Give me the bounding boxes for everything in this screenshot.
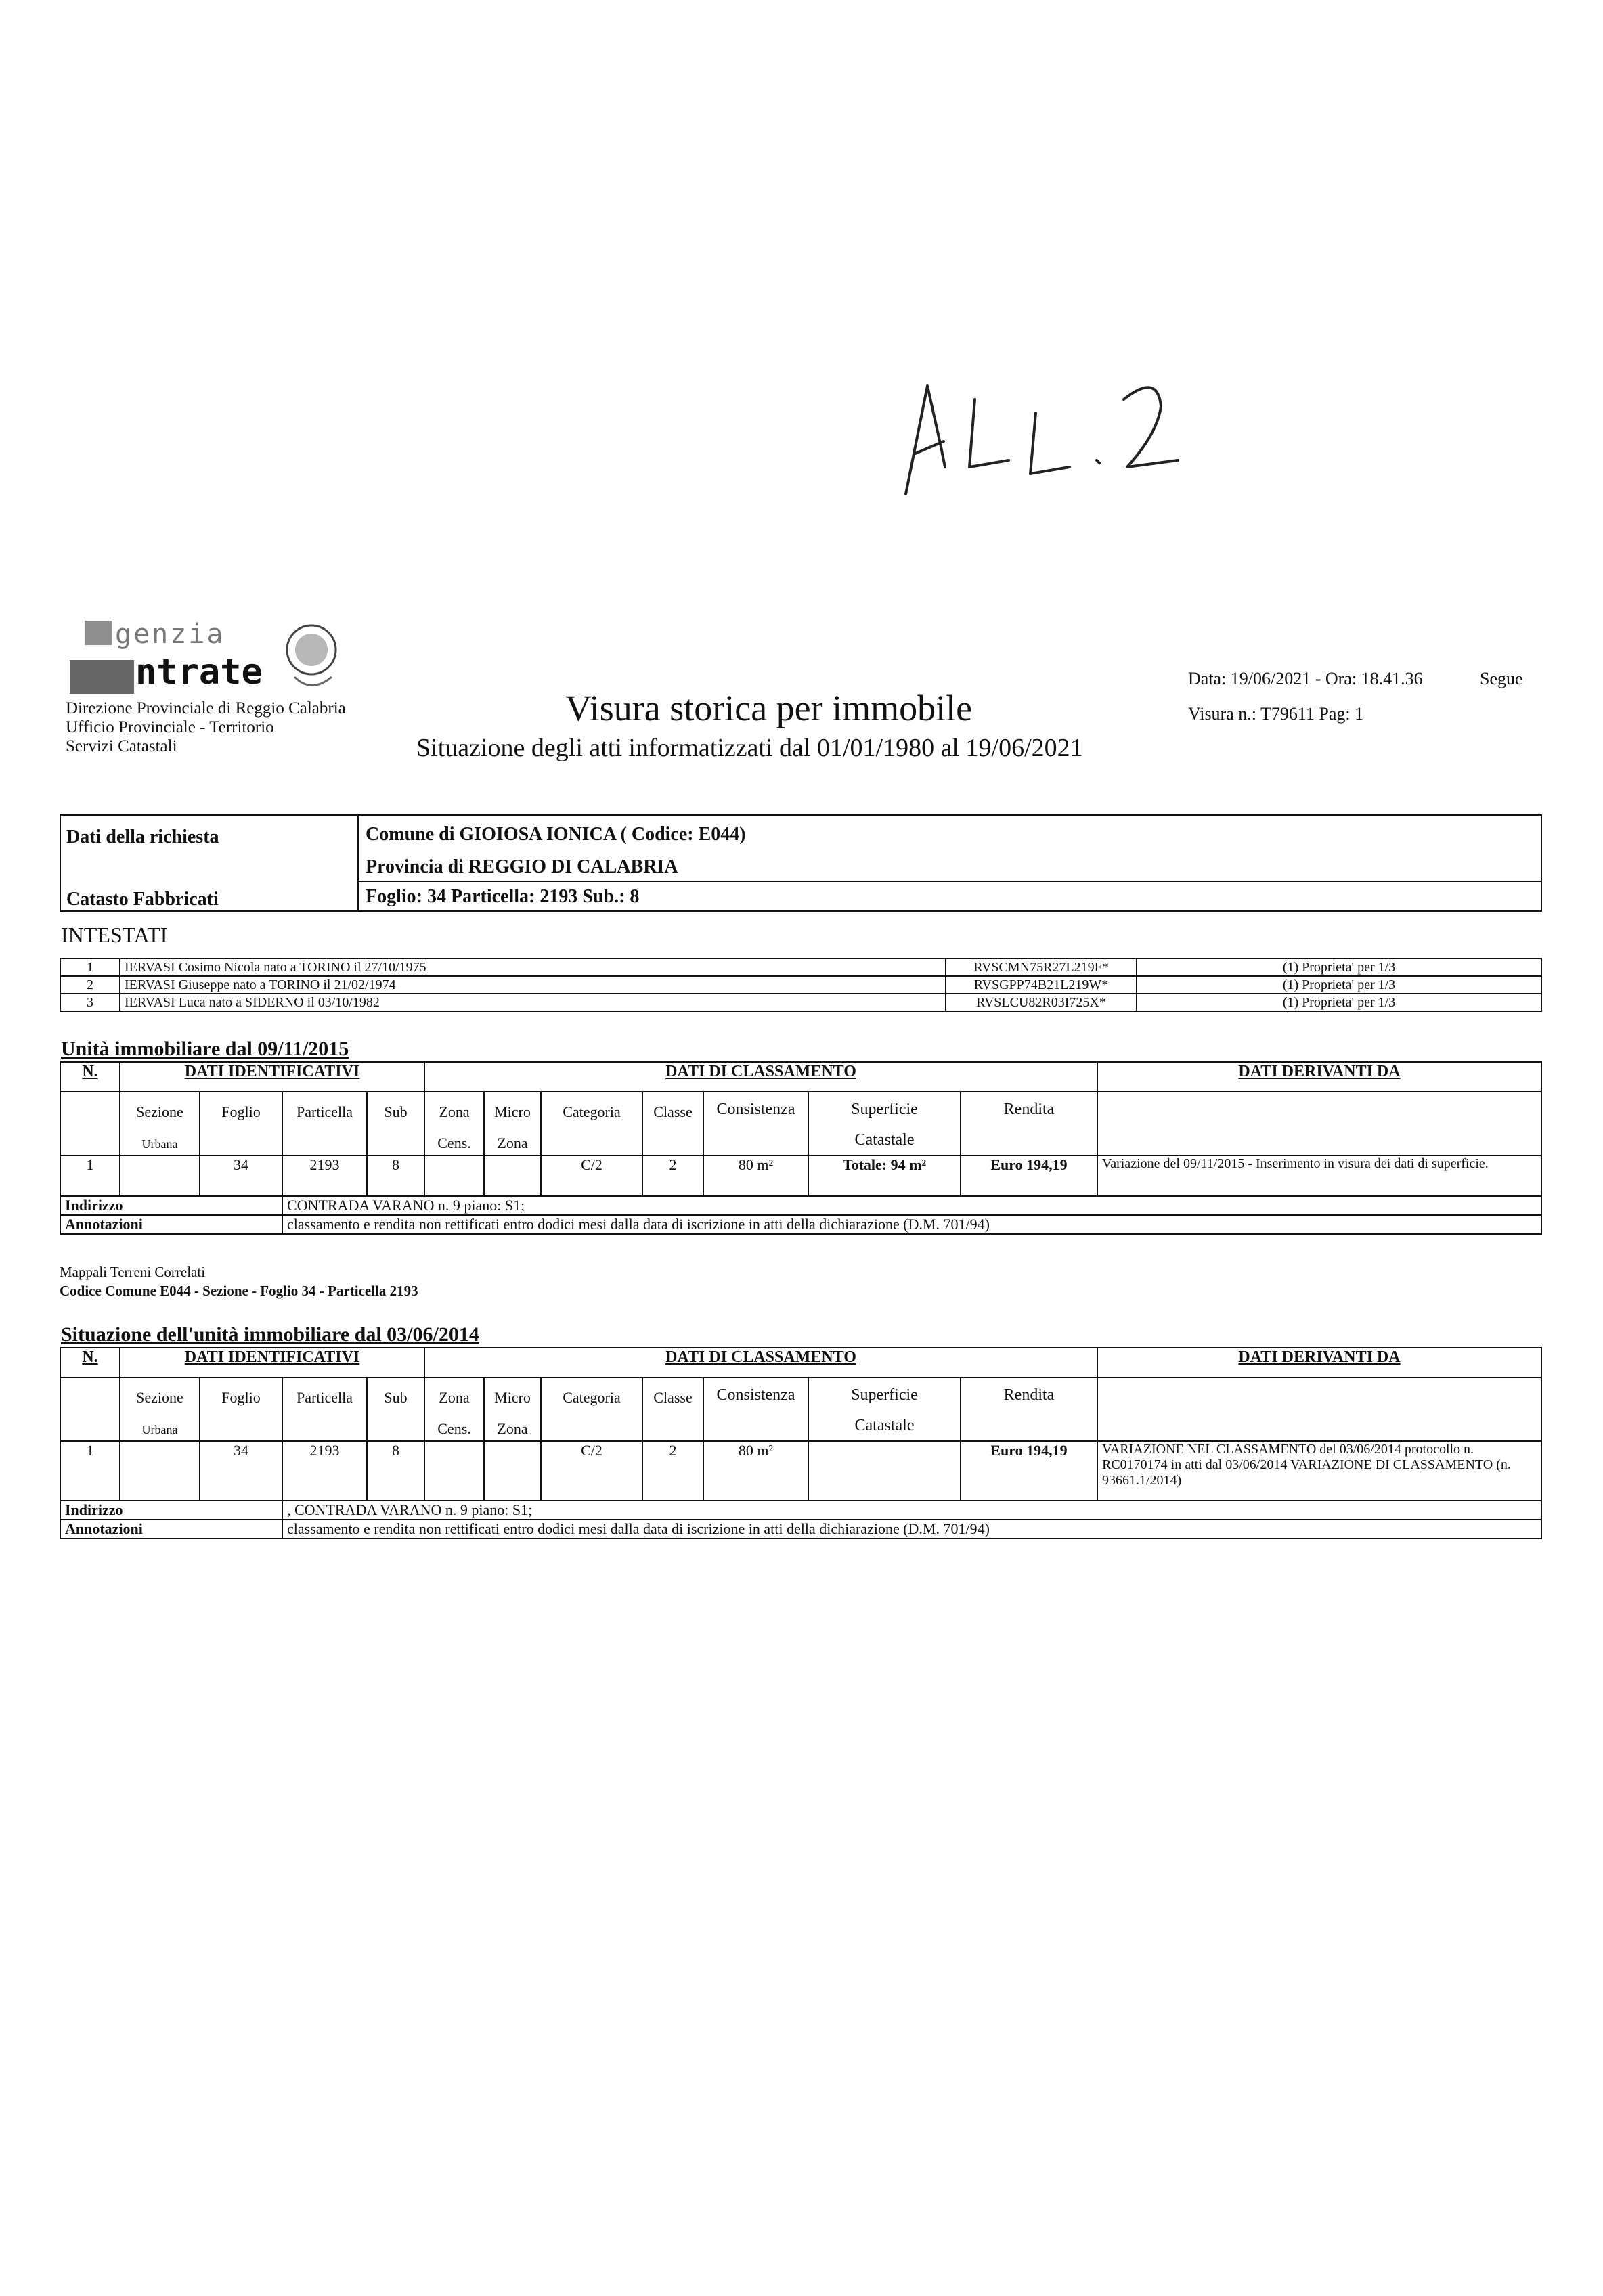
col-cens: Cens. — [437, 1134, 471, 1151]
cell-rendita: Euro 194,19 — [961, 1441, 1097, 1501]
cell-rendita: Euro 194,19 — [961, 1155, 1097, 1196]
col-dati-derivanti: DATI DERIVANTI DA — [1097, 1348, 1541, 1377]
svg-text:genzia: genzia — [115, 619, 225, 650]
intestato-right: (1) Proprieta' per 1/3 — [1137, 958, 1541, 976]
office-line-1: Direzione Provinciale di Reggio Calabria — [66, 699, 346, 718]
intestato-cf: RVSLCU82R03I725X* — [946, 994, 1137, 1011]
intestato-name: IERVASI Giuseppe nato a TORINO il 21/02/1974 — [120, 976, 946, 994]
col-n: N. — [60, 1348, 120, 1377]
intestato-n: 2 — [60, 976, 120, 994]
col-sub: Sub — [384, 1103, 408, 1120]
provincia: Provincia di REGGIO DI CALABRIA — [366, 856, 678, 877]
cell-classe: 2 — [642, 1441, 703, 1501]
table-row — [60, 958, 1541, 976]
cell-n: 1 — [60, 1441, 120, 1501]
col-rendita: Rendita — [1003, 1101, 1055, 1118]
cell-categoria: C/2 — [541, 1155, 642, 1196]
intestati-title: INTESTATI — [61, 923, 168, 947]
annotazioni-label: Annotazioni — [60, 1215, 282, 1234]
annotazioni-value: classamento e rendita non rettificati entro dodici mesi dalla data di iscrizione in atti della dichiarazione (D.M. 701/94) — [282, 1520, 1541, 1539]
mappali-line-1: Mappali Terreni Correlati — [60, 1264, 206, 1280]
table-row — [60, 994, 1541, 1011]
col-urbana: Urbana — [141, 1137, 178, 1151]
col-dati-classamento: DATI DI CLASSAMENTO — [424, 1348, 1097, 1377]
col-superficie: Superficie — [851, 1101, 918, 1118]
document-title: Visura storica per immobile — [565, 688, 973, 728]
col-rendita: Rendita — [1003, 1386, 1055, 1404]
richiesta-box — [60, 814, 1542, 912]
col-consistenza: Consistenza — [716, 1101, 795, 1118]
cell-particella: 2193 — [282, 1155, 367, 1196]
cell-derivanti: Variazione del 09/11/2015 - Inserimento in visura dei dati di superficie. — [1097, 1155, 1541, 1196]
intestato-name: IERVASI Cosimo Nicola nato a TORINO il 27/10/1975 — [120, 958, 946, 976]
table-row — [60, 976, 1541, 994]
table-row — [60, 1155, 1541, 1196]
table-row — [60, 1441, 1541, 1501]
col-classe: Classe — [653, 1103, 693, 1120]
svg-text:ntrate: ntrate — [135, 652, 263, 692]
indirizzo-value: CONTRADA VARANO n. 9 piano: S1; — [282, 1196, 1541, 1215]
intestato-n: 3 — [60, 994, 120, 1011]
office-line-2: Ufficio Provinciale - Territorio — [66, 718, 274, 736]
cell-foglio: 34 — [200, 1155, 282, 1196]
col-sezione: Sezione — [136, 1389, 183, 1406]
indirizzo-value: , CONTRADA VARANO n. 9 piano: S1; — [282, 1501, 1541, 1520]
office-line-3: Servizi Catastali — [66, 737, 177, 755]
col-classe: Classe — [653, 1389, 693, 1406]
unita-title-1: Unità immobiliare dal 09/11/2015 — [61, 1038, 349, 1060]
intestato-right: (1) Proprieta' per 1/3 — [1137, 976, 1541, 994]
annotazioni-label: Annotazioni — [60, 1520, 282, 1539]
col-catastale: Catastale — [854, 1417, 915, 1434]
col-n: N. — [60, 1062, 120, 1092]
col-sub: Sub — [384, 1389, 408, 1406]
mappali-info — [60, 1262, 418, 1300]
col-foglio: Foglio — [221, 1389, 261, 1406]
col-dati-classamento: DATI DI CLASSAMENTO — [424, 1062, 1097, 1092]
cell-superficie — [808, 1441, 961, 1501]
col-categoria: Categoria — [563, 1103, 621, 1120]
col-micro: Micro — [494, 1389, 531, 1406]
col-urbana: Urbana — [141, 1423, 178, 1436]
cell-consistenza: 80 m² — [703, 1155, 808, 1196]
richiesta-label: Dati della richiesta — [66, 826, 219, 847]
intestato-n: 1 — [60, 958, 120, 976]
unita-table-2 — [60, 1347, 1542, 1539]
indirizzo-label: Indirizzo — [60, 1501, 282, 1520]
handwritten-annotation — [900, 359, 1185, 501]
indirizzo-label: Indirizzo — [60, 1196, 282, 1215]
unita-title-2: Situazione dell'unità immobiliare dal 03/06/2014 — [61, 1323, 479, 1346]
cell-foglio: 34 — [200, 1441, 282, 1501]
col-dati-derivanti: DATI DERIVANTI DA — [1097, 1062, 1541, 1092]
col-dati-identificativi: DATI IDENTIFICATIVI — [120, 1348, 424, 1377]
comune: Comune di GIOIOSA IONICA ( Codice: E044) — [366, 824, 746, 845]
unita-table-1 — [60, 1061, 1542, 1235]
cell-superficie: Totale: 94 m² — [808, 1155, 961, 1196]
col-particella: Particella — [296, 1389, 353, 1406]
col-zona-micro: Zona — [497, 1420, 528, 1437]
col-micro: Micro — [494, 1103, 531, 1120]
col-superficie: Superficie — [851, 1386, 918, 1404]
cell-n: 1 — [60, 1155, 120, 1196]
cell-particella: 2193 — [282, 1441, 367, 1501]
col-zona-micro: Zona — [497, 1134, 528, 1151]
col-particella: Particella — [296, 1103, 353, 1120]
col-catastale: Catastale — [854, 1131, 915, 1149]
date-line: Data: 19/06/2021 - Ora: 18.41.36 — [1188, 669, 1423, 688]
col-zona: Zona — [439, 1389, 470, 1406]
intestato-name: IERVASI Luca nato a SIDERNO il 03/10/1982 — [120, 994, 946, 1011]
intestato-right: (1) Proprieta' per 1/3 — [1137, 994, 1541, 1011]
intestato-cf: RVSGPP74B21L219W* — [946, 976, 1137, 994]
document-subtitle: Situazione degli atti informatizzati dal 01/01/1980 al 19/06/2021 — [416, 734, 1083, 762]
cell-classe: 2 — [642, 1155, 703, 1196]
col-consistenza: Consistenza — [716, 1386, 795, 1404]
cell-categoria: C/2 — [541, 1441, 642, 1501]
foglio-particella: Foglio: 34 Particella: 2193 Sub.: 8 — [366, 886, 640, 907]
annotazioni-value: classamento e rendita non rettificati entro dodici mesi dalla data di iscrizione in atti della dichiarazione (D.M. 701/94) — [282, 1215, 1541, 1234]
intestati-table — [60, 958, 1542, 1012]
col-dati-identificativi: DATI IDENTIFICATIVI — [120, 1062, 424, 1092]
intestato-cf: RVSCMN75R27L219F* — [946, 958, 1137, 976]
mappali-line-2: Codice Comune E044 - Sezione - Foglio 34 - Particella 2193 — [60, 1283, 418, 1299]
cell-sub: 8 — [367, 1155, 424, 1196]
col-cens: Cens. — [437, 1420, 471, 1437]
col-zona: Zona — [439, 1103, 470, 1120]
office-info — [66, 699, 346, 756]
catasto-label: Catasto Fabbricati — [66, 889, 219, 910]
cell-consistenza: 80 m² — [703, 1441, 808, 1501]
col-foglio: Foglio — [221, 1103, 261, 1120]
visura-line: Visura n.: T79611 Pag: 1 — [1188, 704, 1364, 724]
segue-label: Segue — [1480, 669, 1523, 688]
col-sezione: Sezione — [136, 1103, 183, 1120]
agenzia-entrate-logo — [64, 613, 355, 701]
cell-sub: 8 — [367, 1441, 424, 1501]
cell-derivanti: VARIAZIONE NEL CLASSAMENTO del 03/06/2014 protocollo n. RC0170174 in atti dal 03/06/2014 VARIAZIONE DI CLASSAMENTO (n. 93661.1/2014) — [1097, 1441, 1541, 1501]
col-categoria: Categoria — [563, 1389, 621, 1406]
